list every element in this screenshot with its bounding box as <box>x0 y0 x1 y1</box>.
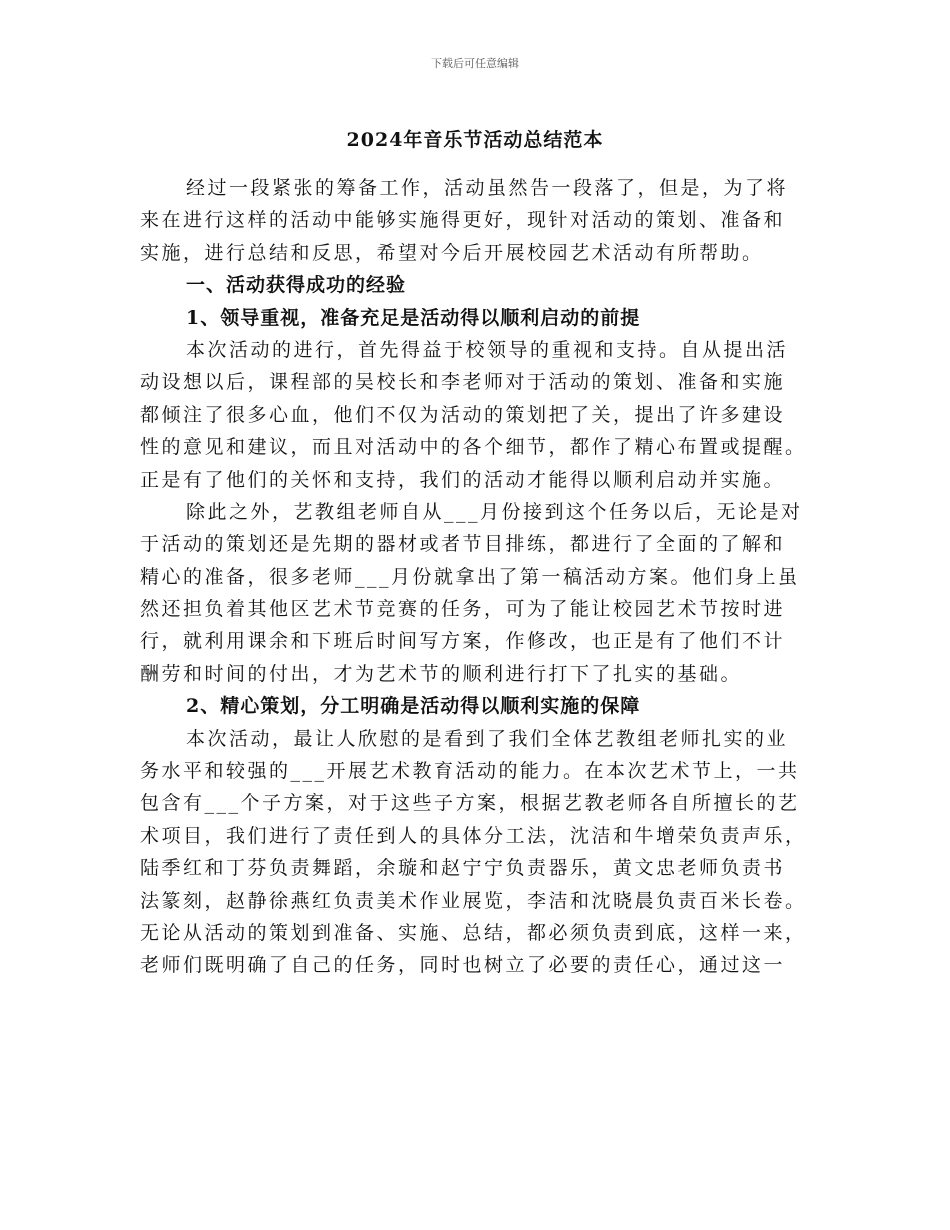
paragraph-line: 然还担负着其他区艺术节竞赛的任务，可为了能让校园艺术节按时进 <box>140 598 786 621</box>
subsection-heading: 2、精心策划，分工明确是活动得以顺利实施的保障 <box>186 695 641 718</box>
paragraph-line: 无论从活动的策划到准备、实施、总结，都必须负责到底，这样一来， <box>140 921 807 944</box>
paragraph-line: 术项目，我们进行了责任到人的具体分工法，沈洁和牛增荣负责声乐， <box>140 824 807 847</box>
paragraph-line: 都倾注了很多心血，他们不仅为活动的策划把了关，提出了许多建设 <box>140 403 786 426</box>
paragraph-line: 经过一段紧张的筹备工作，活动虽然告一段落了，但是，为了将 <box>186 177 789 199</box>
page-title: 2024年音乐节活动总结范本 <box>346 129 604 151</box>
paragraph-line: 除此之外，艺教组老师自从___月份接到这个任务以后，无论是对 <box>186 500 803 523</box>
paragraph-line: 法篆刻，赵静徐燕红负责美术作业展览，李洁和沈晓晨负责百米长卷。 <box>140 889 807 912</box>
document-body <box>140 172 812 982</box>
section-heading: 一、活动获得成功的经验 <box>186 274 407 297</box>
paragraph-line: 精心的准备，很多老师___月份就拿出了第一稿活动方案。他们身上虽 <box>140 565 800 588</box>
download-watermark: 下载后可任意编辑 <box>431 57 519 70</box>
paragraph-line: 酬劳和时间的付出，才为艺术节的顺利进行打下了扎实的基础。 <box>140 662 743 685</box>
paragraph-line: 行，就利用课余和下班后时间写方案，作修改，也正是有了他们不计 <box>140 630 786 653</box>
paragraph-line: 正是有了他们的关怀和支持，我们的活动才能得以顺利启动并实施。 <box>140 468 786 491</box>
paragraph-line: 实施，进行总结和反思，希望对今后开展校园艺术活动有所帮助。 <box>140 241 764 264</box>
paragraph-line: 性的意见和建议，而且对活动中的各个细节，都作了精心布置或提醒。 <box>140 436 807 459</box>
paragraph-line: 于活动的策划还是先期的器材或者节目排练，都进行了全面的了解和 <box>140 533 786 556</box>
paragraph-line: 陆季红和丁芬负责舞蹈，余璇和赵宁宁负责器乐，黄文忠老师负责书 <box>140 857 786 880</box>
subsection-heading: 1、领导重视，准备充足是活动得以顺利启动的前提 <box>186 306 641 329</box>
paragraph-line: 包含有___个子方案，对于这些子方案，根据艺教老师各自所擅长的艺 <box>140 792 800 815</box>
paragraph-line: 来在进行这样的活动中能够实施得更好，现针对活动的策划、准备和 <box>140 209 786 232</box>
paragraph-line: 务水平和较强的___开展艺术教育活动的能力。在本次艺术节上，一共 <box>140 760 800 783</box>
paragraph-line: 动设想以后，课程部的吴校长和李老师对于活动的策划、准备和实施 <box>140 371 786 394</box>
paragraph-line: 本次活动的进行，首先得益于校领导的重视和支持。自从提出活 <box>186 338 789 361</box>
paragraph-line: 本次活动，最让人欣慰的是看到了我们全体艺教组老师扎实的业 <box>186 727 789 750</box>
paragraph-line: 老师们既明确了自己的任务，同时也树立了必要的责任心，通过这一 <box>140 954 786 977</box>
